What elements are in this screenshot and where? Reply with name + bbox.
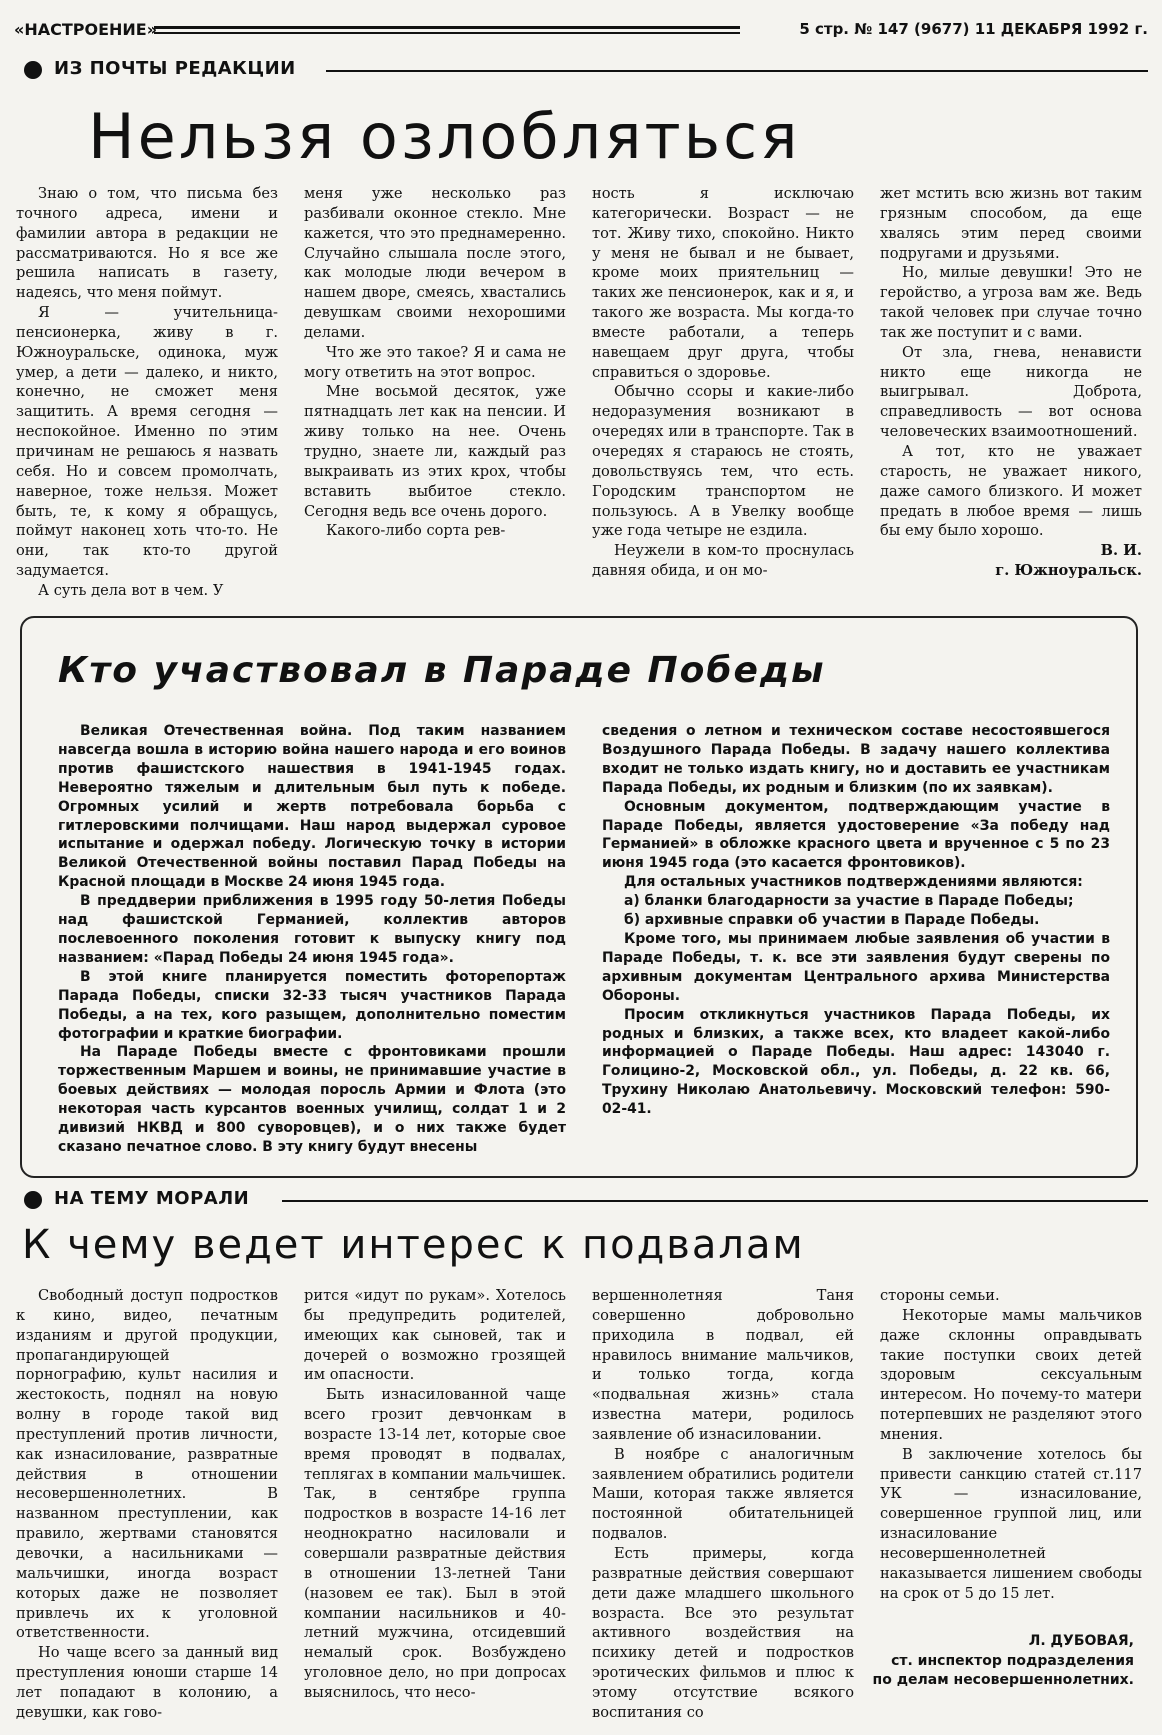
- paragraph: Но чаще всего за данный вид преступления юноши старше 14 лет попадают в колонию, а девушки, как гово-: [16, 1644, 278, 1721]
- rubric-mail: [24, 58, 1148, 84]
- signature: В. И.: [1100, 542, 1142, 560]
- article-title-1: Нельзя озлобляться: [88, 100, 801, 173]
- paragraph: Что же это такое? Я и сама не могу ответить на этот вопрос.: [304, 343, 566, 381]
- paragraph: А суть дела вот в чем. У: [38, 581, 224, 599]
- article-title-2: Кто участвовал в Параде Победы: [58, 650, 826, 691]
- paragraph: В преддверии приближения в 1995 году 50-летия Победы над фашистской Германией, коллектив авторов послевоенного поколения готовит к выпуску книгу под названием: «Парад Победы 24 июня 1945 года».: [58, 893, 566, 966]
- paragraph: меня уже несколько раз разбивали оконное стекло. Мне кажется, что это преднамеренно. Случайно слышала после этого, как молодые люди вечером в нашем дворе, смеясь, хвастались девушкам своими нехорошими делами.: [304, 185, 566, 341]
- article-2-columns: [58, 722, 1110, 1157]
- paper-name: «НАСТРОЕНИЕ»: [14, 20, 158, 39]
- paragraph: Кроме того, мы принимаем любые заявления об участии в Параде Победы, т. к. все эти заявления будут сверены по архивным документам Центрального архива Министерства Обороны.: [602, 930, 1110, 1004]
- paragraph: а) бланки благодарности за участие в Параде Победы;: [624, 893, 1074, 910]
- text-column: [602, 722, 1110, 1157]
- rubric-label: ИЗ ПОЧТЫ РЕДАКЦИИ: [54, 58, 296, 79]
- paragraph: Основным документом, подтверждающим участие в Параде Победы, является удостоверение «За победу над Германией» в обложке красного цвета и врученное с 5 по 23 июня 1945 года (это касается фронтовиков).: [602, 798, 1110, 872]
- paragraph: б) архивные справки об участии в Параде Победы.: [624, 912, 1040, 929]
- paragraph: стороны семьи.: [880, 1287, 1000, 1304]
- paragraph: Быть изнасилованной чаще всего грозит девчонкам в возрасте 13-14 лет, которые свое время проводят в подвалах, теплягах в компании мальчишек. Так, в сентябре группа подростков в возрасте 14-16 лет неоднократно насиловали и совершали развратные действия в отношении 13-летней Тани (назовем ее так). Был в этой компании насильников и 40-летний мужчина, отсидевший немалый срок. Возбуждено уголовное дело, но при допросах выяснилось, что несо-: [304, 1386, 566, 1701]
- text-column: [592, 184, 854, 601]
- paragraph: Некоторые мамы мальчиков даже склонны оправдывать такие поступки своих детей здоровым сексуальным интересом. Но почему-то матери потерпевших не разделяют этого мнения.: [880, 1306, 1142, 1443]
- issue-info: 5 стр. № 147 (9677) 11 ДЕКАБРЯ 1992 г.: [799, 20, 1148, 38]
- text-column: [58, 722, 566, 1157]
- paragraph: В заключение хотелось бы привести санкцию статей ст.117 УК — изнасилование, совершенное группой лиц, или изнасилование несовершеннолетней наказывается лишением свободы на срок от 5 до 15 лет.: [880, 1445, 1142, 1602]
- paragraph: Я — учительница-пенсионерка, живу в г. Южноуральске, одинока, муж умер, а дети — далеко, и никто, конечно, не сможет меня защитить. А время сегодня — неспокойное. Именно по этим причинам не решаюсь я назвать себя. Но и совсем промолчать, наверное, тоже нельзя. Может быть, те, к кому я обращусь, поймут наконец хоть что-то. Не они, так кто-то другой задумается.: [16, 304, 278, 580]
- text-column: [16, 184, 278, 601]
- paragraph: На Параде Победы вместе с фронтовиками прошли торжественным Маршем и воины, не принимавшие участие в боевых действиях — молодая поросль Армии и Флота (это некоторая часть курсантов военных училищ, солдат 1 и 2 дивизий НКВД и 800 суворовцев), и о них также будет сказано печатное слово. В эту книгу будут внесены: [58, 1044, 566, 1155]
- masthead: [14, 18, 1148, 44]
- text-column: [304, 184, 566, 601]
- paragraph: А тот, кто не уважает старость, не уважает никого, даже самого близкого. И может предать в любое время — лишь бы ему было хорошо.: [880, 442, 1142, 540]
- paragraph: рится «идут по рукам». Хотелось бы предупредить родителей, имеющих как сыновей, так и дочерей о возможно грозящей им опасности.: [304, 1287, 566, 1384]
- text-column: [304, 1286, 566, 1723]
- paragraph: Мне восьмой десяток, уже пятнадцать лет как на пенсии. И живу только на нее. Очень трудно, знаете ли, каждый раз выкраивать из этих крох, чтобы вставить выбитое стекло. Сегодня ведь все очень дорого.: [304, 383, 566, 520]
- paragraph: Но, милые девушки! Это не геройство, а угроза вам же. Ведь такой человек при случае точно так же поступит и с вами.: [880, 264, 1142, 341]
- paragraph: Обычно ссоры и какие-либо недоразумения возникают в очередях или в транспорте. Так в очередях я стараюсь не стоять, довольствуясь тем, что есть. Городским транспортом не пользуюсь. А в Увелку вообще уже года четыре не ездила.: [592, 383, 854, 540]
- author-block: [872, 1632, 1134, 1691]
- paragraph: жет мстить всю жизнь вот таким грязным способом, да еще хвалясь этим перед своими подругами и друзьями.: [880, 185, 1142, 262]
- text-column: [592, 1286, 854, 1723]
- signature: г. Южноуральск.: [995, 562, 1142, 580]
- paragraph: Свободный доступ подростков к кино, видео, печатным изданиям и другой продукции, пропагандирующей порнографию, культ насилия и жестокость, поднял на новую волну в городе такой вид преступлений против личности, как изнасилование, развратные действия в отношении несовершеннолетних. В названном преступлении, как правило, жертвами становятся девочки, а насильниками — мальчишки, иногда возраст которых даже не позволяет привлечь их к уголовной ответственности.: [16, 1287, 278, 1642]
- paragraph: сведения о летном и техническом составе несостоявшегося Воздушного Парада Победы. В задачу нашего коллектива входит не только издать книгу, но и доставить ее участникам Парада Победы, их родным и близким (по их заявкам).: [602, 723, 1110, 796]
- paragraph: вершеннолетняя Таня совершенно добровольно приходила в подвал, ей нравилось внимание мальчиков, и только тогда, когда «подвальная жизнь» стала известна матери, родилось заявление об изнасиловании.: [592, 1287, 854, 1443]
- paragraph: В этой книге планируется поместить фоторепортаж Парада Победы, списки 32-33 тысяч участников Парада Победы, а на тех, кого разыщем, дополнительно поместим фотографии и краткие биографии.: [58, 968, 566, 1042]
- bullet-icon: [24, 1191, 42, 1209]
- paragraph: В ноябре с аналогичным заявлением обратились родители Маши, которая также является постоянной обитательницей подвалов.: [592, 1445, 854, 1543]
- rubric-morals: [24, 1188, 1148, 1214]
- paragraph: Знаю о том, что письма без точного адреса, имени и фамилии автора в редакции не рассматриваются. Но я все же решила написать в газету, надеясь, что меня поймут.: [16, 185, 278, 302]
- paragraph: Есть примеры, когда развратные действия совершают дети даже младшего школьного возраста. Все это результат активного воздействия на психику детей и подростков эротических фильмов и плюс к этому отсутствие всякого воспитания со: [592, 1544, 854, 1721]
- text-column: [16, 1286, 278, 1723]
- paragraph: Для остальных участников подтверждениями являются:: [624, 874, 1083, 891]
- article-title-3: К чему ведет интерес к подвалам: [22, 1222, 805, 1268]
- article-1-columns: [16, 184, 1142, 601]
- rubric-label: НА ТЕМУ МОРАЛИ: [54, 1188, 250, 1209]
- text-column: [880, 184, 1142, 601]
- rubric-rule: [326, 70, 1148, 72]
- author-title: ст. инспектор подразделения по делам несовершеннолетних.: [872, 1652, 1134, 1689]
- rubric-rule: [282, 1200, 1148, 1202]
- paragraph: Неужели в ком-то проснулась давняя обида, и он мо-: [592, 542, 854, 580]
- bullet-icon: [24, 61, 42, 79]
- paragraph: ность я исключаю категорически. Возраст — не тот. Живу тихо, спокойно. Никто у меня не бывал и не бывает, кроме моих приятельниц — таких же пенсионерок, как и я, и такого же возраста. Мы когда-то вместе работали, а теперь навещаем друг друга, чтобы справиться о здоровье.: [592, 185, 854, 381]
- masthead-rule: [154, 26, 740, 34]
- paragraph: Просим откликнуться участников Парада Победы, их родных и близких, а также всех, кто владеет какой-либо информацией о Параде Победы. Наш адрес: 143040 г. Голицино-2, Московской обл., ул. Победы, д. 22 кв. 66, Трухину Николаю Анатольевичу. Московский телефон: 590-02-41.: [602, 1006, 1110, 1118]
- author-name: Л. ДУБОВАЯ,: [1028, 1633, 1134, 1649]
- paragraph: От зла, гнева, ненависти никто еще никогда не выигрывал. Доброта, справедливость — вот основа человеческих взаимоотношений.: [880, 343, 1142, 441]
- paragraph: Великая Отечественная война. Под таким названием навсегда вошла в историю война нашего народа и его воинов против фашистского нашествия в 1941-1945 годах. Невероятно тяжелым и длительным был путь к победе. Огромных усилий и жертв потребовала борьба с гитлеровскими полчищами. Наш народ выдержал суровое испытание и одержал победу. Логическую точку в истории Великой Отечественной войны поставил Парад Победы на Красной площади в Москве 24 июня 1945 года.: [58, 723, 566, 891]
- paragraph: Какого-либо сорта рев-: [326, 522, 506, 540]
